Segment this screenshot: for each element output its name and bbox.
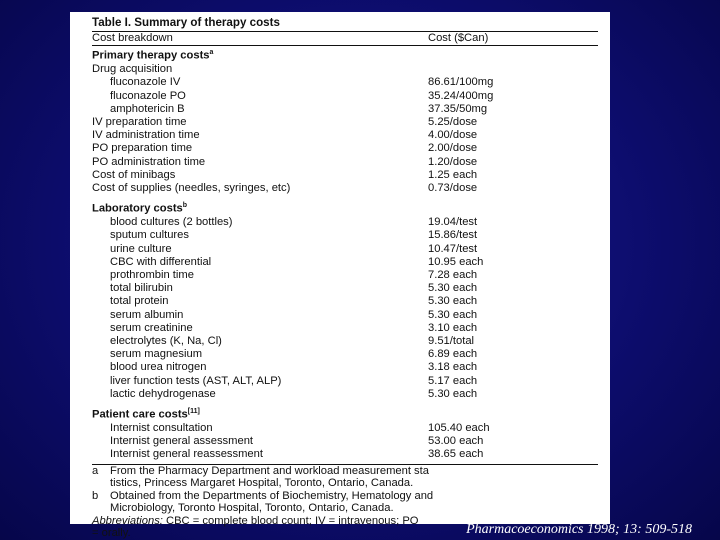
table-row [92,269,598,282]
abbreviations-note: Abbreviations: CBC = complete blood count; IV = intravenous; PO = orally. [92,514,419,540]
row-label: lactic dehydrogenase [110,387,216,400]
primary-cost-list [92,116,598,195]
table-row [92,295,598,308]
section-primary-heading: Primary therapy costs$^a$ [92,49,214,62]
row-cost: 0.73/dose [428,181,478,194]
row-label: IV preparation time [92,115,187,128]
table-row [92,142,598,155]
row-label: fluconazole PO [110,89,186,102]
section-laboratory-heading: Laboratory costs$^b$ [92,202,188,215]
table-row [92,375,598,388]
row-label: fluconazole IV [110,76,181,89]
table-row [92,243,598,256]
table-row [92,361,598,374]
drug-list [92,76,598,116]
row-cost: 53.00 each [428,435,484,448]
row-label: total protein [110,295,169,308]
table-row [92,182,598,195]
header-cost: Cost ($Can) [428,32,489,44]
row-cost: 86.61/100mg [428,76,494,89]
footnote [92,465,598,490]
laboratory-cost-list [92,216,598,401]
drug-acquisition-heading: Drug acquisition [92,63,173,76]
section-patient-heading: Patient care costs[11] [92,407,200,421]
row-label: Internist consultation [110,421,213,434]
table-row [92,169,598,182]
row-label: blood urea nitrogen [110,361,207,374]
footnote-line: Obtained from the Departments of Biochemistry, Hematology and [110,489,434,502]
table-row [92,90,598,103]
row-cost: 5.17 each [428,374,478,387]
row-label: Cost of minibags [92,168,176,181]
footnote [92,490,598,515]
patient-cost-list [92,422,598,462]
row-cost: 7.28 each [428,268,478,281]
row-label: liver function tests (AST, ALT, ALP) [110,374,282,387]
table-row [92,216,598,229]
citation: Pharmacoeconomics 1998; 13: 509-518 [466,522,692,537]
row-label: IV administration time [92,129,200,142]
table-row [92,256,598,269]
table-header-row [92,32,598,46]
table-row [92,335,598,348]
row-cost: 3.10 each [428,321,478,334]
row-cost: 4.00/dose [428,129,478,142]
row-label: PO preparation time [92,142,193,155]
row-cost: 5.30 each [428,308,478,321]
row-label: electrolytes (K, Na, Cl) [110,334,222,347]
row-label: serum creatinine [110,321,193,334]
row-cost: 6.89 each [428,348,478,361]
row-label: CBC with differential [110,255,212,268]
table-row [92,282,598,295]
table-row [92,156,598,169]
footnotes [92,465,598,515]
row-cost: 38.65 each [428,448,484,461]
header-cost-breakdown: Cost breakdown [92,32,173,44]
row-label: urine culture [110,242,172,255]
table-row [92,435,598,448]
table-row [92,422,598,435]
footnote-line: From the Pharmacy Department and workload measurement sta [110,464,429,477]
table-row [92,448,598,461]
row-cost: 5.25/dose [428,115,478,128]
row-label: blood cultures (2 bottles) [110,216,233,229]
row-cost: 9.51/total [428,334,475,347]
footnote-line: tistics, Princess Margaret Hospital, Toronto, Ontario, Canada. [110,477,414,490]
row-cost: 5.30 each [428,387,478,400]
row-label: serum albumin [110,308,184,321]
row-cost: 37.35/50mg [428,102,488,115]
row-cost: 105.40 each [428,421,490,434]
row-cost: 10.95 each [428,255,484,268]
row-label: Internist general assessment [110,435,254,448]
row-cost: 15.86/test [428,229,478,242]
row-label: amphotericin B [110,102,185,115]
table-row [92,309,598,322]
row-cost: 35.24/400mg [428,89,494,102]
footnote-line: Microbiology, Toronto Hospital, Toronto, Ontario, Canada. [110,502,394,515]
row-cost: 1.25 each [428,168,478,181]
row-label: serum magnesium [110,348,203,361]
row-cost: 1.20/dose [428,155,478,168]
table-row [92,76,598,89]
row-label: Internist general reassessment [110,448,263,461]
row-cost: 19.04/test [428,216,478,229]
row-cost: 5.30 each [428,282,478,295]
table-row [92,348,598,361]
row-label: PO administration time [92,155,206,168]
table-title: Table I. Summary of therapy costs [92,16,598,32]
footnote-key: b [92,489,99,502]
row-label: sputum cultures [110,229,189,242]
row-cost: 5.30 each [428,295,478,308]
row-label: total bilirubin [110,282,173,295]
row-cost: 10.47/test [428,242,478,255]
table-row [92,322,598,335]
table-row [92,116,598,129]
footnote-text [110,490,433,515]
footnote-key: a [92,464,99,477]
row-cost: 2.00/dose [428,142,478,155]
table-row [92,103,598,116]
row-label: prothrombin time [110,268,194,281]
table-row [92,129,598,142]
table-row [92,229,598,242]
row-cost: 3.18 each [428,361,478,374]
row-label: Cost of supplies (needles, syringes, etc) [92,181,291,194]
footnote-text [110,465,429,490]
table-row [92,388,598,401]
